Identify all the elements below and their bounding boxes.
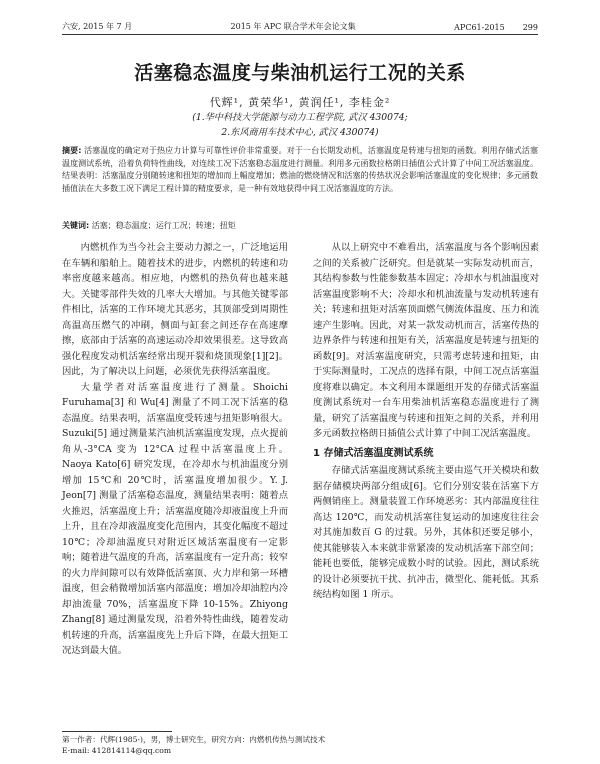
author-footnote: 第一作者：代辉(1985-)，男，博士研究生，研究方向：内燃机传热与测试技术 <box>62 735 326 744</box>
author-email: E-mail: 412814114@qq.com <box>62 746 172 755</box>
affiliation-1: (1.华中科技大学能源与动力工程学院, 武汉 430074; <box>192 112 408 123</box>
running-header <box>62 18 538 35</box>
section-heading-1: 1 存储式活塞温度测试系统 <box>313 447 434 459</box>
affiliation-2: 2.东风商用车技术中心, 武汉 430074) <box>221 127 379 138</box>
left-column <box>62 240 288 659</box>
paper-title: 活塞稳态温度与柴油机运行工况的关系 <box>134 62 466 84</box>
intro-paragraph-2: 大量学者对活塞温度进行了测量。Shoichi Furuhama[3] 和 Wu[4] 测量了不同工况下活塞的稳态温度。结果表明，活塞温度受转速与扭矩影响很大。Suzuki[5] 通过测量某汽油机活塞温度发现，点火提前角从-3°CA 变为 12°CA 过程中活塞温度上升。Naoya Kato[6] 研究发现，在冷却水与机油温度分别增加 15℃和 20℃时，活塞温度增加很少。Y. J. Jeon[7] 测量了活塞稳态温度，测量结果表明：随着点火推迟，活塞温度上升；活塞温度随冷却液温度上升而上升，且在冷却液温度变化范围内，其变化幅度不超过 10℃；冷却油温度只对附近区域活塞温度有一定影响；随着进气温度的升高，活塞温度有一定升高；较窄的火力岸间隙可以有效降低活塞顶、火力岸和第一环槽温度，但会稍微增加活塞内部温度；增加冷却油腔内冷却油流量 70%，活塞温度下降 10-15%。Zhiyong Zhang[8] 通过测量发现，沿着外特性曲线，随着发动机转速的升高，活塞温度先上升后下降，在最大扭矩工况达到最大值。 <box>62 381 288 656</box>
header-right <box>454 23 538 32</box>
keywords-text: 活塞；稳态温度；运行工况；转速；扭矩 <box>91 221 236 230</box>
keywords <box>62 220 538 232</box>
right-column <box>313 240 539 603</box>
abstract-label: 摘要: <box>62 146 82 155</box>
abstract-text: 活塞温度的确定对于热应力计算与可靠性评价非常重要。对于一台长期发动机，活塞温度是转速与扭矩的函数。利用存储式活塞温度测试系统，沿着负荷特性曲线，对连续工况下活塞稳态温度进行测量。利用多元函数拉格朗日插值公式计算了中间工况活塞温度。结果表明：活塞温度分别随转速和扭矩的增加而上幅度增加；燃油的燃烧情况和活塞的传热状况会影响活塞温度的变化规律；多元函数插值法在大多数工况下满足工程计算的精度要求，是一种有效地获得中间工况活塞温度的方法。 <box>62 146 538 193</box>
footnote-divider <box>62 731 172 732</box>
abstract <box>62 145 538 195</box>
intro-paragraph-3: 从以上研究中不难看出，活塞温度与各个影响因素之间的关系被广泛研究。但是就某一实际发动机而言，其结构参数与性能参数基本固定；冷却水与机油温度对活塞温度影响不大；冷却水和机油流量与发动机转速有关；转速和扭矩对活塞顶面燃气侧流体温度、压力和流速产生影响。因此，对某一款发动机而言，活塞传热的边界条件与转速和扭矩有关，活塞温度是转速与扭矩的函数[9]。对活塞温度研究，只需考虑转速和扭矩，由于实际测量时，工况点的选择有限，中间工况点活塞温度将难以确定。本文利用本课题组开发的存储式活塞温度测试系统对一台车用柴油机活塞稳态温度进行了测量，研究了活塞温度与转速和扭矩之间的关系，并利用多元函数拉格朗日插值公式计算了中间工况活塞温度。 <box>313 242 539 439</box>
header-code: APC61-2015 <box>454 23 505 32</box>
intro-paragraph-1: 内燃机作为当今社会主要动力源之一，广泛地运用在车辆和船舶上。随着技术的进步，内燃机的转速和功率密度越来越高。相应地，内燃机的热负荷也越来越大。关键零部件失效的几率大大增加。与其他关键零部件相比，活塞的工作环境尤其恶劣，其顶部受到周期性高温高压燃气的冲刷，侧面与缸套之间还存在高速摩擦，底部由于活塞的高速运动冷却效果很差。这导致高强化程度发动机活塞经常出现开裂和烧顶现象[1][2]。因此，为了解决以上问题，必须优先获得活塞温度。 <box>62 242 288 377</box>
header-proceedings: 2015 年 APC 联合学术年会论文集 <box>230 22 356 31</box>
keywords-label: 关键词: <box>62 221 90 230</box>
author-list: 代辉¹, 黄荣华¹, 黄润任¹, 李桂金² <box>209 96 391 109</box>
page-number: 299 <box>522 23 538 32</box>
section-1-paragraph: 存储式活塞温度测试系统主要由巡气开关模块和数据存储模块两部分组成[6]。它们分别安装在活塞下方两侧销座上。测量装置工作环境恶劣：其内部温度往往高达 120℃，而发动机活塞往复运动的加速度往往会对其施加数百 G 的过载。另外，其体积还要足够小，使其能够装入本来就非常紧凑的发动机活塞下部空间；能耗也要低，能够完成数小时的试验。因此，测试系统的设计必须要抗干扰、抗冲击，微型化、能耗低。其系统结构如图 1 所示。 <box>313 465 539 600</box>
header-date: 六安, 2015 年 7 月 <box>62 22 133 31</box>
footnote <box>62 734 538 756</box>
affiliations <box>0 110 600 140</box>
